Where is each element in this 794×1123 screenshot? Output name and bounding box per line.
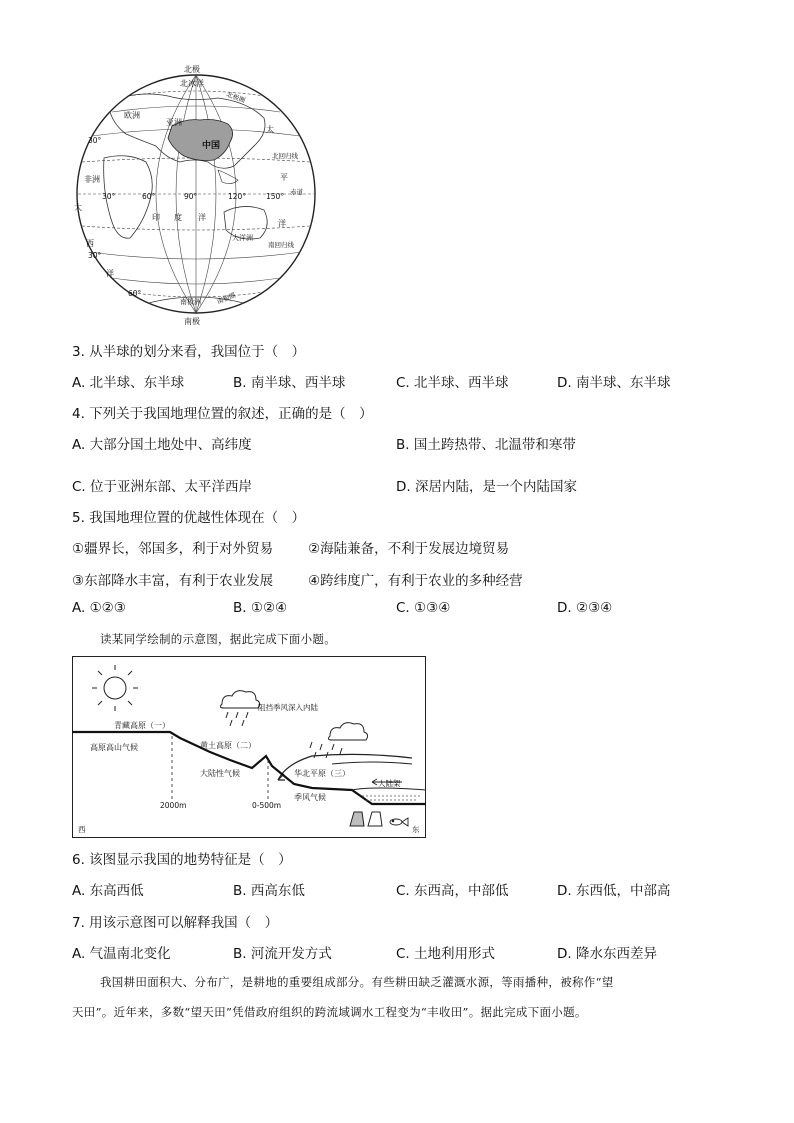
intro-diagram-instruction: 读某同学绘制的示意图，据此完成下面小题。 bbox=[100, 632, 336, 646]
oceania-label: 大洋洲 bbox=[232, 234, 253, 242]
intro-passage-line-2: 天田”。近年来，多数“望天田”凭借政府组织的跨流域调水工程变为“丰收田”。据此完成下面小题。 bbox=[72, 1005, 587, 1019]
lon-120-label: 120° bbox=[228, 192, 247, 201]
pacific-label-3: 洋 bbox=[278, 219, 286, 228]
q5-statement-3: ③东部降水丰富，有利于农业发展 bbox=[72, 573, 274, 589]
pacific-label-2: 平 bbox=[280, 173, 288, 182]
world-hemisphere-map bbox=[68, 62, 324, 328]
question-3-stem: 3. 从半球的划分来看，我国位于（ ） bbox=[72, 344, 306, 360]
africa-label: 非洲 bbox=[84, 175, 100, 184]
atlantic-label-2: 西 bbox=[86, 239, 94, 248]
pacific-label-1: 太 bbox=[266, 125, 274, 134]
q7-option-d[interactable]: D. 降水东西差异 bbox=[557, 946, 657, 962]
plateau-climate-label: 高原高山气候 bbox=[90, 743, 138, 752]
q6-option-a[interactable]: A. 东高西低 bbox=[72, 883, 144, 899]
china-label: 中国 bbox=[202, 141, 221, 151]
lat-30n-label: 30° bbox=[88, 136, 102, 145]
elevation-2000-label: 2000m bbox=[160, 801, 187, 810]
lat-30s-label: 30° bbox=[88, 251, 102, 260]
q5-statement-4: ④跨纬度广，有利于农业的多种经营 bbox=[308, 573, 523, 589]
arctic-ocean-label: 北冰洋 bbox=[180, 79, 204, 88]
q5-option-a[interactable]: A. ①②③ bbox=[72, 600, 126, 616]
indian-ocean-label-1: 印 bbox=[152, 213, 160, 222]
q3-option-c[interactable]: C. 北半球、西半球 bbox=[396, 375, 509, 391]
q3-option-a[interactable]: A. 北半球、东半球 bbox=[72, 375, 185, 391]
question-5-stem: 5. 我国地理位置的优越性体现在（ ） bbox=[72, 510, 306, 526]
q6-option-b[interactable]: B. 西高东低 bbox=[233, 883, 305, 899]
loess-plateau-label: 黄土高原（二） bbox=[200, 741, 256, 750]
q5-option-d[interactable]: D. ②③④ bbox=[557, 600, 613, 616]
europe-label: 欧洲 bbox=[124, 111, 140, 120]
q7-option-c[interactable]: C. 土地利用形式 bbox=[396, 946, 496, 962]
q5-option-b[interactable]: B. ①②④ bbox=[233, 600, 288, 616]
q3-option-b[interactable]: B. 南半球、西半球 bbox=[233, 375, 346, 391]
north-pole-label: 北极 bbox=[184, 65, 200, 74]
lon-150-label: 150° bbox=[266, 192, 285, 201]
indian-ocean-label-2: 度 bbox=[174, 213, 182, 222]
lat-60s-label: 60° bbox=[128, 289, 142, 298]
west-label: 西 bbox=[78, 825, 86, 834]
atlantic-label-1: 大 bbox=[74, 203, 82, 212]
tropic-of-capricorn-label: 南回归线 bbox=[268, 241, 294, 249]
atlantic-label-3: 洋 bbox=[106, 269, 114, 278]
lon-90-label: 90° bbox=[184, 192, 198, 201]
elevation-0-500-label: 0-500m bbox=[252, 801, 282, 810]
q6-option-c[interactable]: C. 东西高，中部低 bbox=[396, 883, 509, 899]
north-china-plain-label: 华北平原（三） bbox=[294, 769, 350, 778]
arctic-circle-label: 北极圈 bbox=[225, 90, 247, 105]
terrain-profile-diagram bbox=[72, 656, 426, 838]
east-label: 东 bbox=[412, 825, 420, 834]
q7-option-b[interactable]: B. 河流开发方式 bbox=[233, 946, 332, 962]
antarctica-label: 南极洲 bbox=[180, 298, 201, 306]
q5-statement-2: ②海陆兼备，不利于发展边境贸易 bbox=[308, 541, 510, 557]
asia-label: 亚洲 bbox=[166, 118, 182, 127]
q5-statement-1: ①疆界长，邻国多，利于对外贸易 bbox=[72, 541, 274, 557]
tropic-of-cancer-label: 北回归线 bbox=[272, 152, 298, 160]
equator-label: 赤道 bbox=[290, 188, 303, 196]
monsoon-climate-label: 季风气候 bbox=[294, 793, 326, 802]
q4-option-c[interactable]: C. 位于亚洲东部、太平洋西岸 bbox=[72, 479, 253, 495]
q4-option-d[interactable]: D. 深居内陆，是一个内陆国家 bbox=[396, 479, 577, 495]
question-7-stem: 7. 用该示意图可以解释我国（ ） bbox=[72, 915, 279, 931]
q3-option-d[interactable]: D. 南半球、东半球 bbox=[557, 375, 671, 391]
question-4-stem: 4. 下列关于我国地理位置的叙述，正确的是（ ） bbox=[72, 406, 373, 422]
south-pole-label: 南极 bbox=[184, 317, 200, 326]
intro-passage-line-1: 我国耕田面积大、分布广，是耕地的重要组成部分。有些耕田缺乏灌溉水源，等雨播种，被称作“望 bbox=[100, 975, 614, 989]
q4-option-b[interactable]: B. 国土跨热带、北温带和寒带 bbox=[396, 437, 576, 453]
qinghai-tibet-plateau-label: 青藏高原（一） bbox=[114, 721, 170, 730]
indian-ocean-label-3: 洋 bbox=[198, 213, 206, 222]
lon-30-label: 30° bbox=[102, 192, 116, 201]
lon-60-label: 60° bbox=[142, 192, 156, 201]
antarctic-circle-label: 南极圈 bbox=[215, 291, 237, 306]
q7-option-a[interactable]: A. 气温南北变化 bbox=[72, 946, 171, 962]
block-monsoon-label: 阻挡季风深入内陆 bbox=[258, 703, 318, 712]
continental-climate-label: 大陆性气候 bbox=[200, 769, 240, 778]
q6-option-d[interactable]: D. 东西低，中部高 bbox=[557, 883, 671, 899]
q5-option-c[interactable]: C. ①③④ bbox=[396, 600, 451, 616]
q4-option-a[interactable]: A. 大部分国土地处中、高纬度 bbox=[72, 437, 252, 453]
question-6-stem: 6. 该图显示我国的地势特征是（ ） bbox=[72, 852, 292, 868]
continental-shelf-label: 大陆架 bbox=[378, 779, 401, 788]
